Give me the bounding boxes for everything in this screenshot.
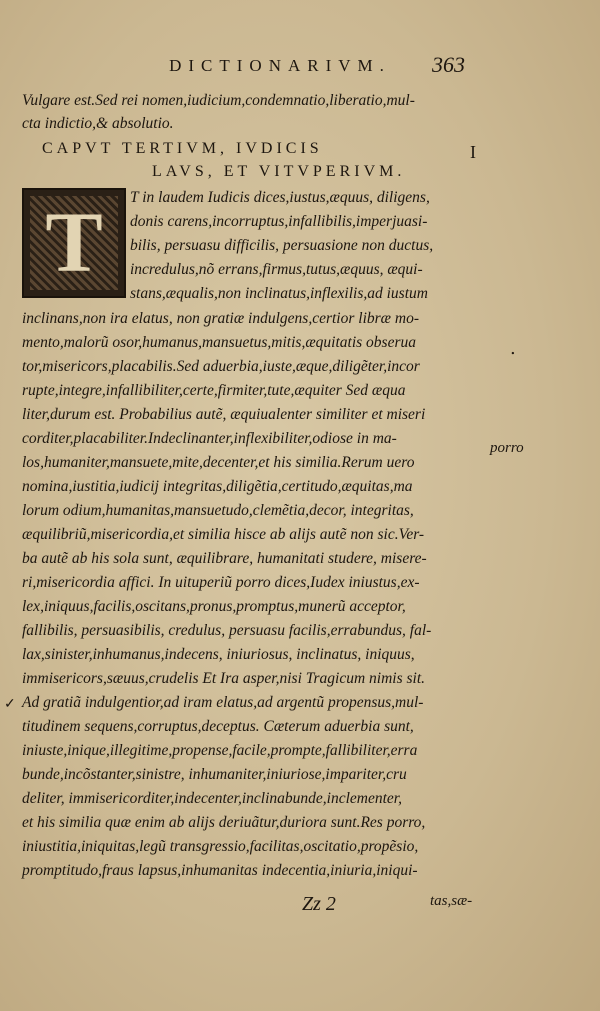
decorated-initial	[22, 188, 126, 298]
indented-line: T in laudem Iudicis dices,iustus,æquus, diligens,	[130, 189, 430, 206]
body-line: nomina,iustitia,iudicij integritas,diligẽtia,certitudo,æquitas,ma	[22, 478, 413, 495]
page-number: 363	[432, 52, 465, 77]
chapter-title: CAPVT TERTIVM, IVDICIS	[42, 140, 323, 157]
body-line: ba autẽ ab his sola sunt, æquilibrare, humanitati studere, misere-	[22, 550, 427, 567]
body-line: promptitudo,fraus lapsus,inhumanitas indecentia,iniuria,iniqui-	[22, 862, 418, 879]
body-line: æquilibriũ,misericordia,et similia hisce ab alijs autẽ non sic.Ver-	[22, 526, 425, 543]
body-line: mento,malorũ osor,humanus,mansuetus,mitis,æquitatis obserua	[22, 334, 416, 351]
margin-note: porro	[490, 440, 524, 456]
indented-line: bilis, persuasu difficilis, persuasione non ductus,	[130, 237, 434, 254]
body-line: los,humaniter,mansuete,mite,decenter,et his similia.Rerum uero	[22, 454, 415, 471]
body-line: titudinem sequens,corruptus,deceptus. Cæterum aduerbia sunt,	[22, 718, 414, 735]
indented-line: stans,æqualis,non inclinatus,inflexilis,ad iustum	[130, 285, 428, 302]
body-line: lax,sinister,inhumanus,indecens, iniuriosus, inclinatus, iniquus,	[22, 646, 415, 663]
body-line: iniustitia,iniquitas,legũ transgressio,facilitas,oscitatio,propẽsio,	[22, 838, 419, 855]
chapter-subtitle: LAVS, ET VITVPERIVM.	[152, 163, 406, 180]
indented-line: donis carens,incorruptus,infallibilis,imperjuasi-	[130, 213, 428, 230]
body-line: ri,misericordia affici. In uituperiũ porro dices,Iudex iniustus,ex-	[22, 574, 420, 591]
signature-mark: Zz 2	[302, 893, 336, 915]
body-line: Ad gratiã indulgentior,ad iram elatus,ad argentũ propensus,mul-	[22, 694, 424, 711]
running-head: DICTIONARIVM.	[169, 56, 391, 75]
initial-letter: T	[45, 194, 103, 290]
intro-line: Vulgare est.Sed rei nomen,iudicium,condemnatio,liberatio,mul-	[22, 92, 415, 109]
body-line: bunde,incõstanter,sinistre, inhumaniter,iniuriose,impariter,cru	[22, 766, 407, 783]
body-line: et his similia quæ enim ab alijs deriuãtur,duriora sunt.Res porro,	[22, 814, 426, 831]
margin-dot-mark: .	[510, 338, 516, 359]
body-line: iniuste,inique,illegitime,propense,facile,prompte,fallibiliter,erra	[22, 742, 418, 759]
catchword: tas,sæ-	[430, 893, 473, 909]
body-line: deliter, immisericorditer,indecenter,inclinabunde,inclementer,	[22, 790, 402, 807]
margin-tick-mark: ✓	[4, 696, 16, 712]
intro-line: cta indictio,& absolutio.	[22, 115, 174, 132]
body-line: tor,misericors,placabilis.Sed aduerbia,iuste,æque,diligẽter,incor	[22, 358, 420, 375]
body-line: lorum odium,humanitas,mansuetudo,clemẽtia,decor, integritas,	[22, 502, 414, 519]
chapter-number: I	[470, 142, 476, 162]
body-line: rupte,integre,infallibiliter,certe,firmiter,tute,æquiter Sed æqua	[22, 382, 406, 399]
indented-line: incredulus,nõ errans,firmus,tutus,æquus, æqui-	[130, 261, 423, 278]
body-line: inclinans,non ira elatus, non gratiæ indulgens,certior libræ mo-	[22, 310, 419, 327]
body-line: corditer,placabiliter.Indeclinanter,inflexibiliter,odiose in ma-	[22, 430, 397, 447]
body-line: lex,iniquus,facilis,oscitans,pronus,promptus,munerũ acceptor,	[22, 598, 406, 615]
body-line: fallibilis, persuasibilis, credulus, persuasu facilis,errabundus, fal-	[22, 622, 432, 639]
body-line: liter,durum est. Probabilius autẽ, æquiualenter similiter et miseri	[22, 406, 426, 423]
body-line: immisericors,sæuus,crudelis Et Ira asper,nisi Tragicum nimis sit.	[22, 670, 426, 687]
